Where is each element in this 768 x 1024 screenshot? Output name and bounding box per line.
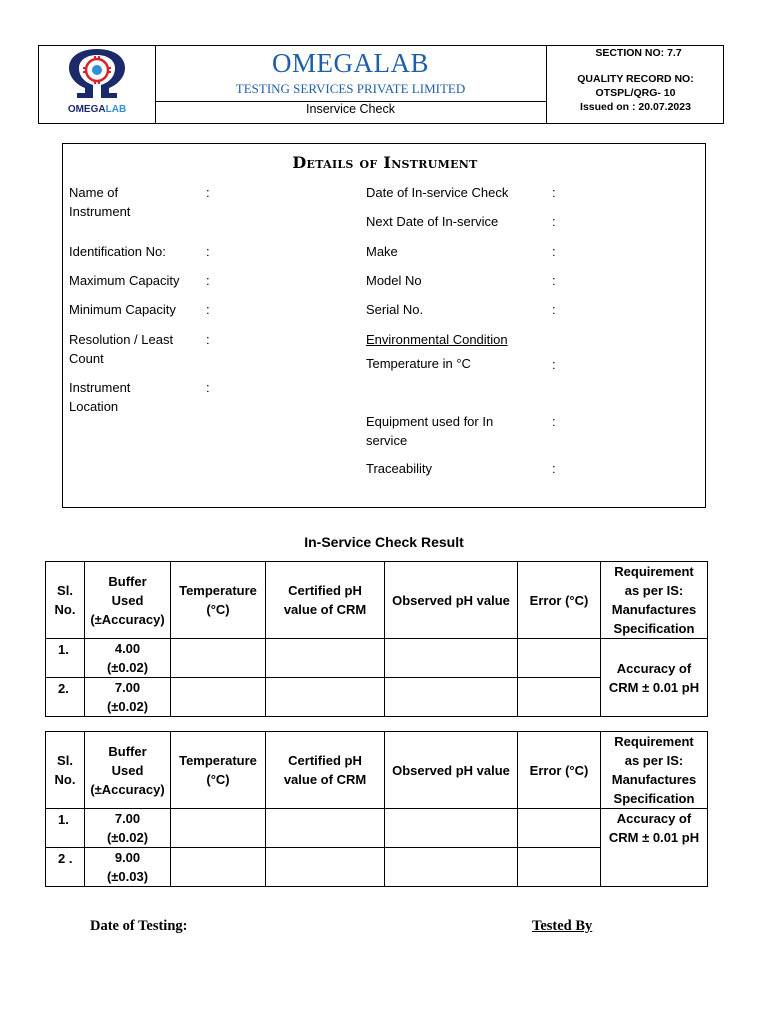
header-observed-ph: Observed pH value xyxy=(385,732,518,809)
serial-no-colon: : xyxy=(552,302,556,317)
date-of-inservice-colon: : xyxy=(552,185,556,200)
header-requirement: Requirement as per IS: Manufactures Specification xyxy=(601,562,708,639)
serial-no-label: Serial No. xyxy=(366,302,424,317)
row-error-cell[interactable] xyxy=(518,678,601,717)
logo-cell xyxy=(39,46,156,123)
row-error-cell[interactable] xyxy=(518,848,601,887)
header-requirement: Requirement as per IS: Manufactures Specification xyxy=(601,732,708,809)
header-certified-ph: Certified pH value of CRM xyxy=(266,732,385,809)
row-buffer: 7.00 (±0.02) xyxy=(85,809,171,848)
row-temperature-cell[interactable] xyxy=(171,848,266,887)
results-title: In-Service Check Result xyxy=(304,534,464,550)
section-no: SECTION NO: 7.7 xyxy=(595,47,682,59)
name-of-instrument-colon: : xyxy=(206,185,210,200)
issued-on: Issued on : 20.07.2023 xyxy=(580,101,691,113)
row-sl-no: 1. xyxy=(46,639,85,678)
requirement-cell: Accuracy of CRM ± 0.01 pH xyxy=(601,809,708,887)
row-buffer: 9.00 (±0.03) xyxy=(85,848,171,887)
temperature-label: Temperature in °C xyxy=(366,356,471,371)
row-certified-ph-cell[interactable] xyxy=(266,809,385,848)
company-name: OMEGALAB xyxy=(272,48,429,78)
resolution-label: Resolution / Least Count xyxy=(69,332,174,366)
results-table-2 xyxy=(45,731,708,887)
header-temperature: Temperature (°C) xyxy=(171,562,266,639)
header-temperature: Temperature (°C) xyxy=(171,732,266,809)
requirement-cell: Accuracy of CRM ± 0.01 pH xyxy=(601,639,708,717)
row-certified-ph-cell[interactable] xyxy=(266,848,385,887)
row-certified-ph-cell[interactable] xyxy=(266,639,385,678)
instrument-details-box xyxy=(62,143,706,508)
row-temperature-cell[interactable] xyxy=(171,639,266,678)
row-error-cell[interactable] xyxy=(518,809,601,848)
row-temperature-cell[interactable] xyxy=(171,678,266,717)
identification-no-colon: : xyxy=(206,244,210,259)
table-row xyxy=(46,809,708,848)
svg-text:OMEGALAB: OMEGALAB xyxy=(67,104,127,115)
row-observed-ph-cell[interactable] xyxy=(385,848,518,887)
header-buffer-used: Buffer Used (±Accuracy) xyxy=(85,562,171,639)
resolution-colon: : xyxy=(206,332,210,347)
instrument-location-colon: : xyxy=(206,380,210,395)
make-colon: : xyxy=(552,244,556,259)
quality-record-no: OTSPL/QRG- 10 xyxy=(595,87,676,99)
traceability-colon: : xyxy=(552,461,556,476)
results-table-1 xyxy=(45,561,708,717)
details-title: Details of Instrument xyxy=(292,153,478,172)
header-buffer-used: Buffer Used (±Accuracy) xyxy=(85,732,171,809)
identification-no-label: Identification No: xyxy=(69,244,166,259)
next-date-colon: : xyxy=(552,214,556,229)
equipment-used-colon: : xyxy=(552,414,556,429)
next-date-label: Next Date of In-service xyxy=(366,214,499,229)
quality-record-label: QUALITY RECORD NO: xyxy=(577,73,694,85)
date-of-testing-label: Date of Testing: xyxy=(90,918,188,934)
date-of-inservice-label: Date of In-service Check xyxy=(366,185,509,200)
temperature-colon: : xyxy=(552,357,556,372)
record-info-cell xyxy=(546,46,724,123)
table-header-row xyxy=(46,732,708,809)
row-temperature-cell[interactable] xyxy=(171,809,266,848)
name-of-instrument-label: Name of Instrument xyxy=(69,185,131,219)
table-header-row xyxy=(46,562,708,639)
row-sl-no: 2. xyxy=(46,678,85,717)
minimum-capacity-label: Minimum Capacity xyxy=(69,302,176,317)
header-observed-ph: Observed pH value xyxy=(385,562,518,639)
row-sl-no: 1. xyxy=(46,809,85,848)
environmental-condition-heading: Environmental Condition xyxy=(366,332,508,347)
company-subtitle: TESTING SERVICES PRIVATE LIMITED xyxy=(235,81,466,96)
row-observed-ph-cell[interactable] xyxy=(385,639,518,678)
row-error-cell[interactable] xyxy=(518,639,601,678)
table-row xyxy=(46,639,708,678)
traceability-label: Traceability xyxy=(366,461,432,476)
maximum-capacity-label: Maximum Capacity xyxy=(69,273,180,288)
header-error: Error (°C) xyxy=(518,732,601,809)
omegalab-logo-icon xyxy=(39,46,155,123)
make-label: Make xyxy=(366,244,398,259)
equipment-used-label: Equipment used for In service xyxy=(366,414,494,448)
row-certified-ph-cell[interactable] xyxy=(266,678,385,717)
document-title: Inservice Check xyxy=(306,102,395,116)
row-buffer: 7.00 (±0.02) xyxy=(85,678,171,717)
header-error: Error (°C) xyxy=(518,562,601,639)
header-sl-no: Sl. No. xyxy=(46,562,85,639)
header-certified-ph: Certified pH value of CRM xyxy=(266,562,385,639)
model-no-colon: : xyxy=(552,273,556,288)
instrument-location-label: Instrument Location xyxy=(69,380,131,414)
header-sl-no: Sl. No. xyxy=(46,732,85,809)
model-no-label: Model No xyxy=(366,273,422,288)
row-observed-ph-cell[interactable] xyxy=(385,678,518,717)
document-header xyxy=(38,45,724,124)
row-buffer: 4.00 (±0.02) xyxy=(85,639,171,678)
row-sl-no: 2 . xyxy=(46,848,85,887)
row-observed-ph-cell[interactable] xyxy=(385,809,518,848)
tested-by-label: Tested By xyxy=(532,918,593,934)
minimum-capacity-colon: : xyxy=(206,302,210,317)
maximum-capacity-colon: : xyxy=(206,273,210,288)
